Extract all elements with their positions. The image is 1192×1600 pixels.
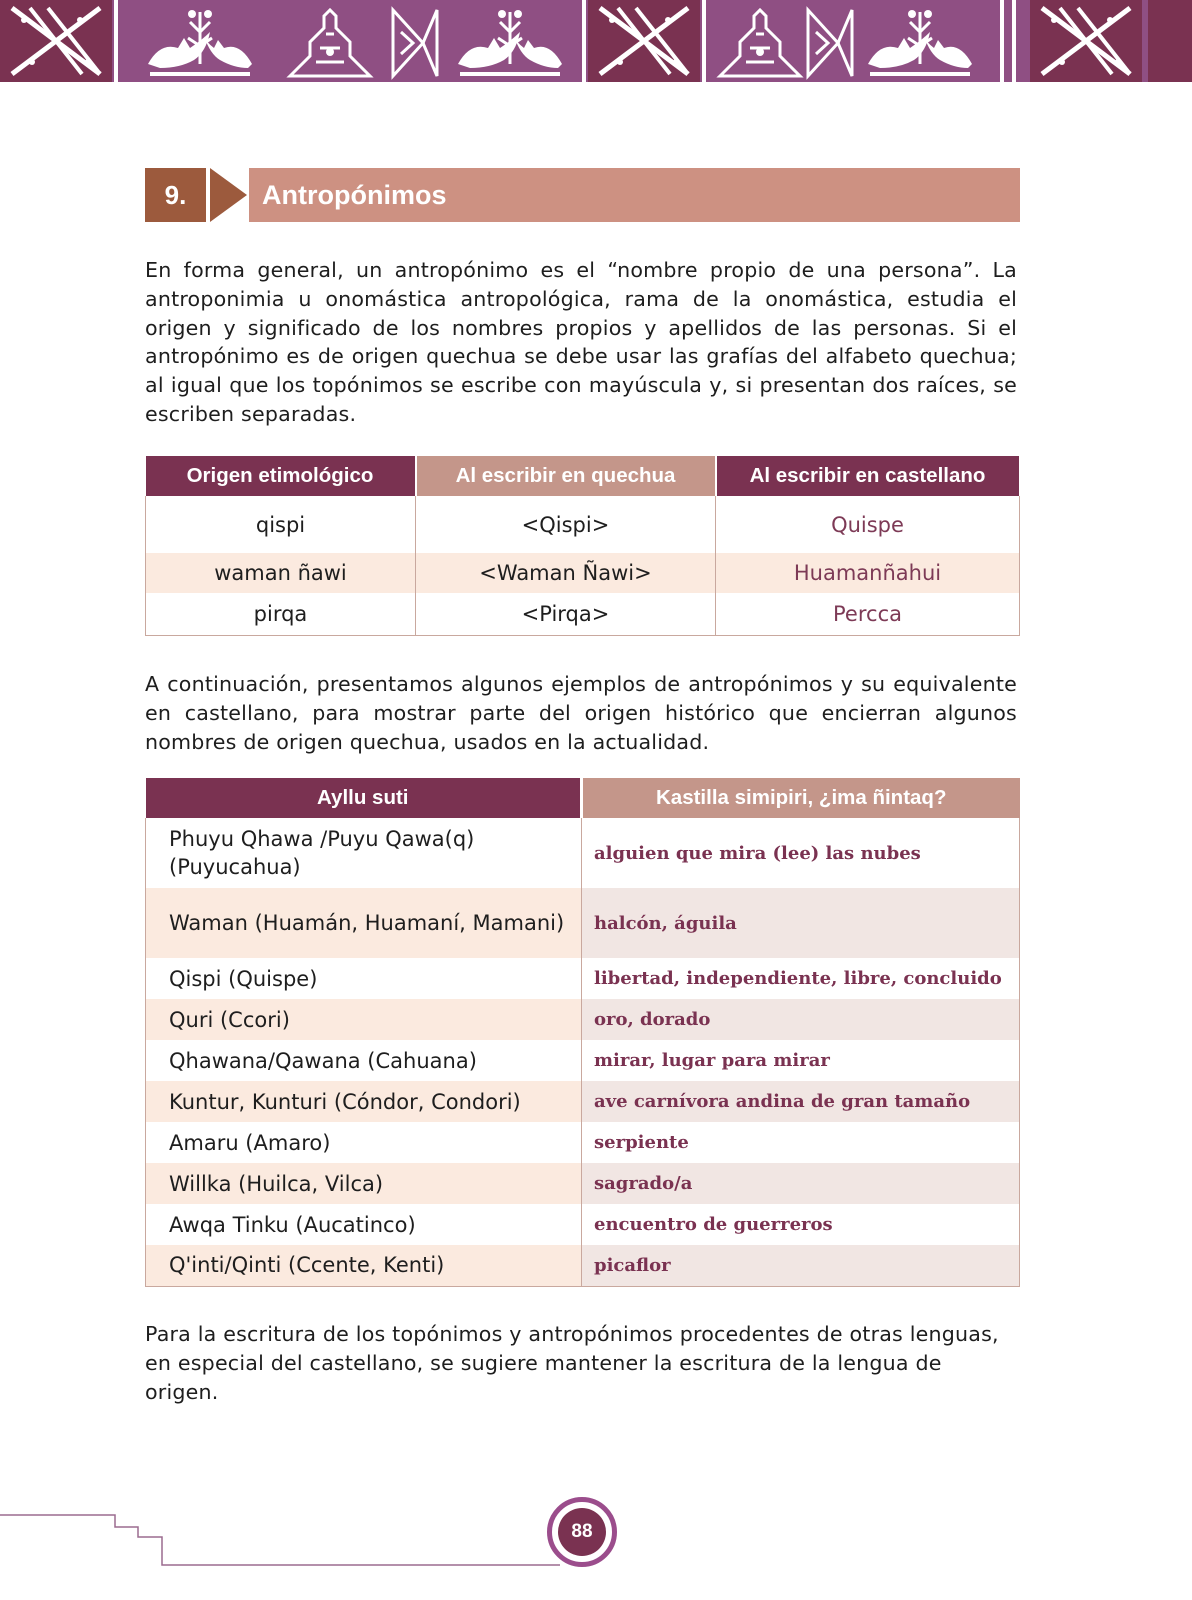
meaning-cell: serpiente xyxy=(582,1122,1020,1163)
table-row xyxy=(146,1081,1020,1122)
column-header: Kastilla simipiri, ¿ima ñintaq? xyxy=(582,778,1020,818)
table-cell: <Pirqa> xyxy=(416,593,716,635)
meaning-cell: halcón, águila xyxy=(582,888,1020,958)
table-row xyxy=(146,958,1020,999)
name-cell: Qhawana/Qawana (Cahuana) xyxy=(146,1040,582,1081)
intro-paragraph: En forma general, un antropónimo es el “nombre propio de una persona”. La antroponimia u onomástica antropológica, rama de la onomástica, estudia el origen y significado de los nombres propios y apellidos de las personas. Si el antropónimo es de origen quechua se debe usar las grafías del alfabeto quechua; al igual que los topónimos se escribe con mayúscula y, si presentan dos raíces, se escriben separadas. xyxy=(145,258,1017,426)
table-row xyxy=(146,888,1020,958)
meaning-cell: alguien que mira (lee) las nubes xyxy=(582,818,1020,888)
table-row xyxy=(146,1245,1020,1286)
column-header: Al escribir en quechua xyxy=(416,456,716,496)
table-row xyxy=(146,1204,1020,1245)
meaning-cell: encuentro de guerreros xyxy=(582,1204,1020,1245)
table-row xyxy=(146,496,1020,553)
closing-paragraph: Para la escritura de los topónimos y antropónimos procedentes de otras lenguas, en especial del castellano, se sugiere mantener la escritura de la lengua de origen. xyxy=(145,1322,999,1404)
table-cell: Percca xyxy=(716,593,1020,635)
name-cell: Awqa Tinku (Aucatinco) xyxy=(146,1204,582,1245)
column-header: Origen etimológico xyxy=(146,456,416,496)
meaning-cell: sagrado/a xyxy=(582,1163,1020,1204)
table-cell: Huamanñahui xyxy=(716,553,1020,593)
table-row xyxy=(146,553,1020,593)
name-cell: Phuyu Qhawa /Puyu Qawa(q) (Puyucahua) xyxy=(146,818,582,888)
name-cell: Kuntur, Kunturi (Cóndor, Condori) xyxy=(146,1081,582,1122)
table-row xyxy=(146,1163,1020,1204)
name-cell: Quri (Ccori) xyxy=(146,999,582,1040)
section-arrow-icon xyxy=(210,168,247,222)
table-header-row xyxy=(146,456,1020,496)
name-cell: Q'inti/Qinti (Ccente, Kenti) xyxy=(146,1245,582,1286)
table-row xyxy=(146,818,1020,888)
table-cell: <Waman Ñawi> xyxy=(416,553,716,593)
table-row xyxy=(146,1122,1020,1163)
name-cell: Willka (Huilca, Vilca) xyxy=(146,1163,582,1204)
page-number-badge xyxy=(547,1497,617,1567)
page-number: 88 xyxy=(558,1508,606,1556)
meaning-cell: oro, dorado xyxy=(582,999,1020,1040)
continuation-paragraph: A continuación, presentamos algunos ejemplos de antropónimos y su equivalente en castellano, para mostrar parte del origen histórico que encierran algunos nombres de origen quechua, usados en la actualidad. xyxy=(145,672,1017,754)
meaning-cell: ave carnívora andina de gran tamaño xyxy=(582,1081,1020,1122)
table-cell: pirqa xyxy=(146,593,416,635)
section-number: 9. xyxy=(145,168,206,222)
footer-step-lines-icon xyxy=(0,1505,620,1575)
name-cell: Waman (Huamán, Huamaní, Mamani) xyxy=(146,888,582,958)
meaning-cell: picaflor xyxy=(582,1245,1020,1286)
meaning-cell: libertad, independiente, libre, concluido xyxy=(582,958,1020,999)
table-row xyxy=(146,593,1020,635)
table-cell: waman ñawi xyxy=(146,553,416,593)
table-row xyxy=(146,1040,1020,1081)
decorative-header-band xyxy=(0,0,1192,82)
table-row xyxy=(146,999,1020,1040)
anthroponyms-table xyxy=(145,778,1020,1287)
section-title: Antropónimos xyxy=(249,168,1020,222)
orthography-table xyxy=(145,456,1021,636)
column-header: Al escribir en castellano xyxy=(716,456,1020,496)
table-header-row xyxy=(146,778,1020,818)
table-cell: <Qispi> xyxy=(416,496,716,553)
name-cell: Qispi (Quispe) xyxy=(146,958,582,999)
name-cell: Amaru (Amaro) xyxy=(146,1122,582,1163)
column-header: Ayllu suti xyxy=(146,778,582,818)
textile-pattern-icon xyxy=(0,0,1192,82)
meaning-cell: mirar, lugar para mirar xyxy=(582,1040,1020,1081)
table-cell: qispi xyxy=(146,496,416,553)
table-cell: Quispe xyxy=(716,496,1020,553)
